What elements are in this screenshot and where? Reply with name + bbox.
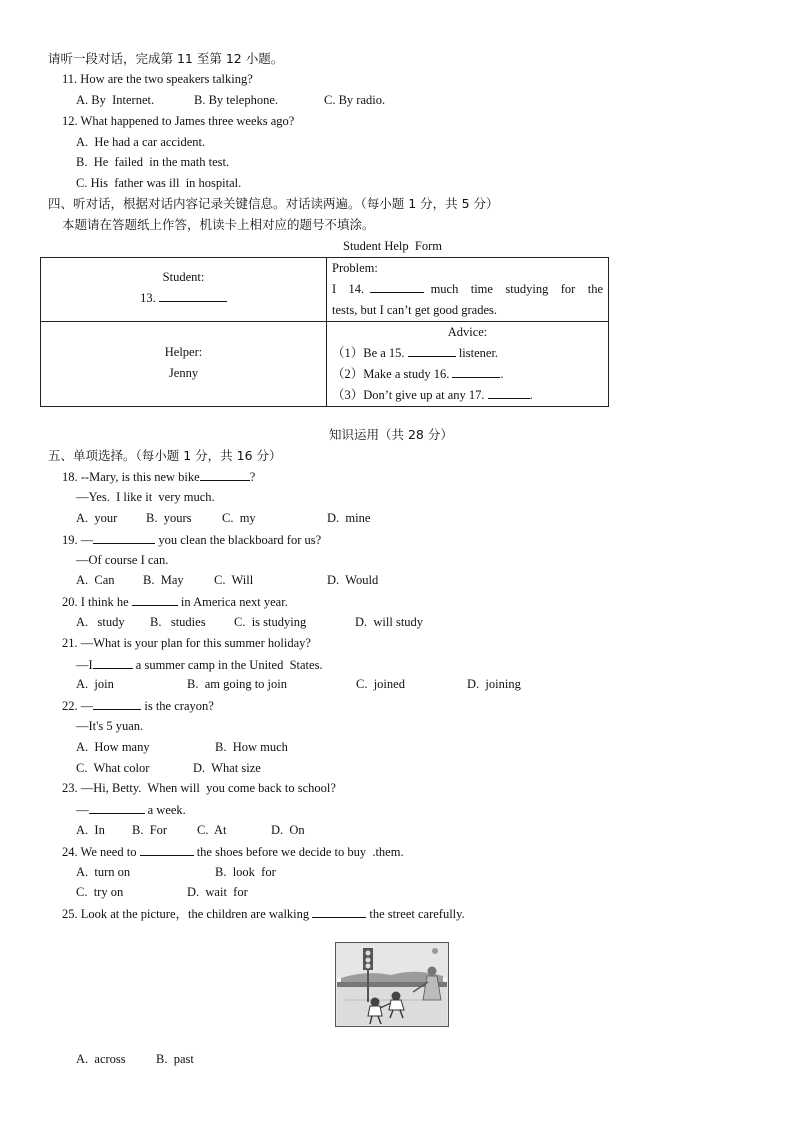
helper-label: Helper: bbox=[164, 345, 203, 359]
q23-stem: 23. —Hi, Betty. When will you come back to school? bbox=[62, 781, 336, 795]
q21-reply bbox=[76, 656, 323, 673]
q12-option-b: B. He failed in the math test. bbox=[76, 155, 230, 169]
q22-reply: —It's 5 yuan. bbox=[76, 719, 144, 733]
q24-stem bbox=[62, 843, 404, 860]
problem-line-1 bbox=[332, 279, 603, 300]
q21-option-c: C. joined bbox=[356, 677, 405, 691]
q11-option-b: B. By telephone. bbox=[194, 93, 279, 107]
q12-option-c: C. His father was ill in hospital. bbox=[76, 176, 242, 190]
q11-option-c: C. By radio. bbox=[324, 93, 386, 107]
student-label: Student: bbox=[162, 270, 205, 284]
student-cell bbox=[41, 258, 327, 322]
q15-blank[interactable] bbox=[408, 344, 456, 357]
advice-cell bbox=[327, 322, 609, 407]
q22-stem-b: is the crayon? bbox=[144, 699, 214, 713]
q11-stem: 11. How are the two speakers talking? bbox=[62, 72, 253, 86]
q18-blank[interactable] bbox=[200, 468, 250, 481]
q21-stem: 21. —What is your plan for this summer holiday? bbox=[62, 636, 311, 650]
q16-suffix: . bbox=[500, 367, 504, 381]
q19-stem-a: 19. — bbox=[62, 533, 94, 547]
q25-stem-a: 25. Look at the picture，the children are walking bbox=[62, 907, 310, 921]
q18-option-b: B. yours bbox=[146, 511, 192, 525]
section5-heading: 五、单项选择。（每小题 1 分，共 16 分） bbox=[48, 448, 282, 463]
q15-prefix: （1）Be a 15. bbox=[332, 346, 405, 360]
q24-stem-b: the shoes before we decide to buy .them. bbox=[196, 845, 404, 859]
q16-blank[interactable] bbox=[452, 365, 500, 378]
q25-option-b: B. past bbox=[156, 1052, 194, 1066]
part-title: 知识运用（共 28 分） bbox=[329, 427, 453, 442]
q24-blank[interactable] bbox=[140, 843, 194, 856]
q11-option-a: A. By Internet. bbox=[76, 93, 155, 107]
q19-option-a: A. Can bbox=[76, 573, 115, 587]
problem-line-1-text: much time studying for the bbox=[430, 282, 604, 296]
q22-option-a: A. How many bbox=[76, 740, 150, 754]
q20-stem bbox=[62, 593, 288, 610]
q23-option-d: D. On bbox=[271, 823, 305, 837]
street-crossing-picture bbox=[335, 942, 449, 1027]
q19-stem bbox=[62, 531, 321, 548]
q20-stem-b: in America next year. bbox=[180, 595, 288, 609]
q19-option-d: D. Would bbox=[327, 573, 379, 587]
q21-blank[interactable] bbox=[93, 656, 133, 669]
q23-reply bbox=[76, 801, 186, 818]
q24-option-d: D. wait for bbox=[187, 885, 248, 899]
q18-stem bbox=[62, 468, 255, 485]
q22-stem-a: 22. — bbox=[62, 699, 94, 713]
q24-option-c: C. try on bbox=[76, 885, 124, 899]
q22-stem bbox=[62, 697, 214, 714]
problem-label: Problem: bbox=[332, 261, 378, 275]
q22-option-c: C. What color bbox=[76, 761, 150, 775]
q20-option-d: D. will study bbox=[355, 615, 424, 629]
q20-blank[interactable] bbox=[132, 593, 178, 606]
q20-option-b: B. studies bbox=[150, 615, 206, 629]
q23-reply-b: a week. bbox=[147, 803, 186, 817]
q24-option-b: B. look for bbox=[215, 865, 276, 879]
section4-note: 本题请在答题纸上作答，机读卡上相对应的题号不填涂。 bbox=[62, 217, 375, 232]
problem-line-2: tests, but I can’t get good grades. bbox=[332, 303, 498, 317]
q21-reply-b: a summer camp in the United States. bbox=[135, 658, 323, 672]
advice-label: Advice: bbox=[447, 325, 488, 339]
q13-blank[interactable] bbox=[159, 289, 227, 302]
q18-option-a: A. your bbox=[76, 511, 118, 525]
q21-option-b: B. am going to join bbox=[187, 677, 287, 691]
q18-option-d: D. mine bbox=[327, 511, 371, 525]
q20-option-a: A. study bbox=[76, 615, 125, 629]
q20-stem-a: 20. I think he bbox=[62, 595, 129, 609]
q12-option-a: A. He had a car accident. bbox=[76, 135, 206, 149]
q19-reply: —Of course I can. bbox=[76, 553, 169, 567]
q23-option-c: C. At bbox=[197, 823, 227, 837]
helper-name: Jenny bbox=[168, 366, 199, 380]
q13-line bbox=[41, 288, 326, 309]
q18-reply: —Yes. I like it very much. bbox=[76, 490, 215, 504]
q21-reply-a: —I bbox=[76, 658, 93, 672]
q22-option-d: D. What size bbox=[193, 761, 261, 775]
helper-cell bbox=[41, 322, 327, 407]
q24-option-a: A. turn on bbox=[76, 865, 131, 879]
q21-option-d: D. joining bbox=[467, 677, 521, 691]
section-intro: 请听一段对话，完成第 11 至第 12 小题。 bbox=[48, 51, 284, 66]
q23-blank[interactable] bbox=[89, 801, 145, 814]
q17-prefix: （3）Don’t give up at any 17. bbox=[332, 388, 485, 402]
q20-option-c: C. is studying bbox=[234, 615, 307, 629]
form-title: Student Help Form bbox=[343, 239, 442, 253]
q25-stem bbox=[62, 905, 465, 922]
q19-stem-b: you clean the blackboard for us? bbox=[158, 533, 322, 547]
section4-heading: 四、听对话，根据对话内容记录关键信息。对话读两遍。（每小题 1 分，共 5 分） bbox=[48, 196, 499, 211]
student-help-form bbox=[40, 257, 609, 407]
q22-blank[interactable] bbox=[93, 697, 141, 710]
q18-stem-b: ? bbox=[249, 470, 256, 484]
q19-option-c: C. Will bbox=[214, 573, 254, 587]
q15-suffix: listener. bbox=[458, 346, 499, 360]
q19-blank[interactable] bbox=[93, 531, 155, 544]
advice-1 bbox=[332, 343, 603, 364]
q14-blank[interactable] bbox=[370, 280, 424, 293]
advice-3 bbox=[332, 385, 603, 406]
q23-option-a: A. In bbox=[76, 823, 105, 837]
q25-option-a: A. across bbox=[76, 1052, 126, 1066]
q17-suffix: . bbox=[529, 388, 533, 402]
q24-stem-a: 24. We need to bbox=[62, 845, 137, 859]
advice-2 bbox=[332, 364, 603, 385]
q14-number: I 14. bbox=[332, 282, 365, 296]
q18-option-c: C. my bbox=[222, 511, 256, 525]
q22-option-b: B. How much bbox=[215, 740, 288, 754]
q12-stem: 12. What happened to James three weeks ago? bbox=[62, 114, 295, 128]
q17-blank[interactable] bbox=[488, 386, 530, 399]
q16-prefix: （2）Make a study 16. bbox=[332, 367, 450, 381]
q25-blank[interactable] bbox=[312, 905, 366, 918]
q25-stem-b: the street carefully. bbox=[369, 907, 465, 921]
q13-number: 13. bbox=[140, 291, 156, 305]
q18-stem-a: 18. --Mary, is this new bike bbox=[62, 470, 200, 484]
q23-reply-a: — bbox=[76, 803, 89, 817]
problem-cell bbox=[327, 258, 609, 322]
q21-option-a: A. join bbox=[76, 677, 114, 691]
q19-option-b: B. May bbox=[143, 573, 184, 587]
q23-option-b: B. For bbox=[132, 823, 168, 837]
